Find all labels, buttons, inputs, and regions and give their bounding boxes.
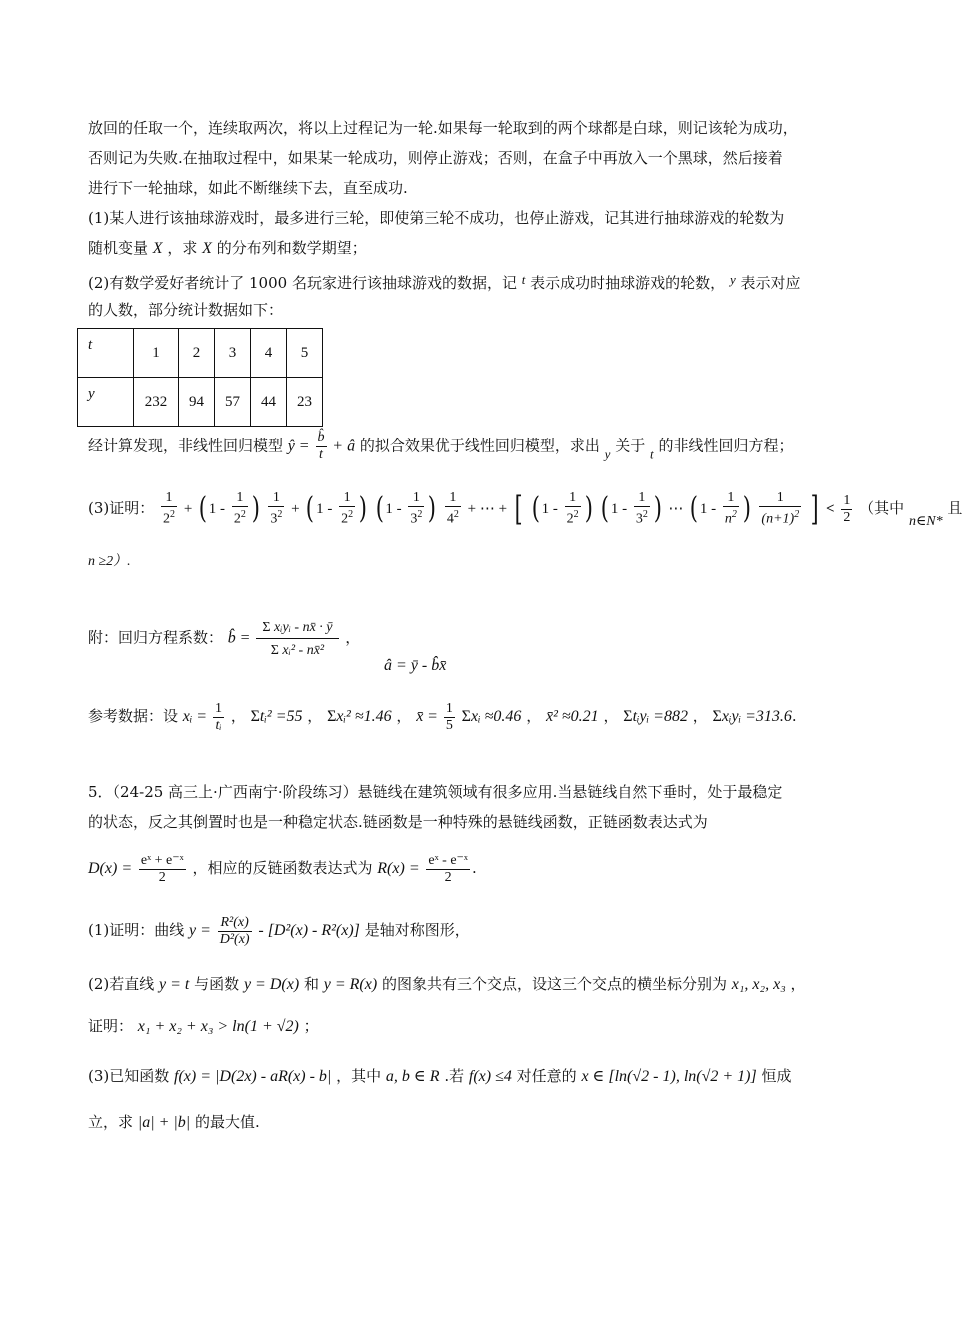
table-row bbox=[78, 378, 323, 427]
q5p2-line-2 bbox=[88, 1016, 319, 1037]
q5p2-c: 和 bbox=[303, 975, 319, 993]
appendix-line bbox=[88, 618, 360, 659]
paren: ( bbox=[198, 491, 208, 526]
q5p2-prove: 证明： bbox=[88, 1017, 134, 1035]
less-than: < bbox=[826, 501, 835, 517]
q5p3-line-2 bbox=[88, 1112, 260, 1133]
ref-eq-2: = bbox=[428, 708, 438, 725]
ref-sep: ， bbox=[396, 707, 412, 725]
q5-R-frac: $\frac{\text{eˣ - e⁻ˣ}}{2}$ bbox=[428, 852, 468, 885]
part1-line-1: (1)某人进行该抽球游戏时，最多进行三轮，即使第三轮不成功，也停止游戏，记其进行抽球游戏的轮数为 bbox=[88, 209, 785, 227]
appendix-bhat: b̂ bbox=[227, 629, 236, 647]
q5p2-ineq: x₁ + x₂ + x₃ > ln(1 + √2) bbox=[137, 1018, 299, 1035]
model-line bbox=[88, 430, 793, 465]
table-cell: 3 bbox=[215, 329, 251, 378]
ref-sep: ， bbox=[692, 707, 708, 725]
model-text-a: 经计算发现，非线性回归模型 bbox=[88, 436, 284, 455]
part3-line-2: n ≥2）. bbox=[88, 554, 131, 569]
part2-line-2: 的人数，部分统计数据如下： bbox=[88, 301, 284, 319]
part1-text-a: 随机变量 bbox=[88, 239, 149, 257]
model-plus: + bbox=[333, 437, 343, 455]
part2-text-a: (2)有数学爱好者统计了 1000 名玩家进行该抽球游戏的数据，记 bbox=[88, 274, 517, 292]
q5-mid: ，相应的反链函数表达式为 bbox=[192, 859, 373, 877]
table-header-t: t bbox=[78, 329, 134, 378]
q5p2-f1: y = D(x) bbox=[243, 976, 300, 993]
q5p2-a: (2)若直线 bbox=[88, 975, 155, 993]
term-frac: $\frac{1}{2^2}$ bbox=[233, 490, 246, 527]
ref-sep: ， bbox=[603, 707, 619, 725]
term-frac: $\frac{1}{3^2}$ bbox=[635, 490, 648, 527]
var-y: y bbox=[729, 272, 736, 287]
q5p1-line bbox=[88, 910, 470, 951]
term-frac: $\frac{1}{2^2}$ bbox=[566, 490, 579, 527]
appendix-label: 附：回归方程系数： bbox=[88, 628, 224, 647]
appendix-comma: ， bbox=[345, 628, 361, 647]
ref-s5: Σxᵢyᵢ =313.6 bbox=[712, 708, 792, 725]
q5-D-frac: $\frac{\text{eˣ + e⁻ˣ}}{2}$ bbox=[140, 852, 184, 885]
table-cell: 2 bbox=[179, 329, 215, 378]
model-eq: = bbox=[299, 437, 309, 455]
reference-label: 参考数据：设 bbox=[88, 707, 179, 725]
ref-sep: ， bbox=[230, 707, 246, 725]
model-ahat: â bbox=[347, 437, 356, 455]
plus-sign: + bbox=[183, 501, 193, 517]
table-cell: 4 bbox=[251, 329, 287, 378]
q5p2-xs: x₁, x₂, x₃ bbox=[731, 976, 786, 993]
q5p3-ab: a, b ∈ R bbox=[385, 1068, 440, 1085]
q5p1-label: (1)证明：曲线 bbox=[88, 921, 185, 939]
q5-line-1: 5．（24-25 高三上·广西南宁·阶段练习）悬链线在建筑领域有很多应用.当悬链线自然下垂时，处于最稳定 bbox=[88, 783, 783, 801]
q5p2-b: 与函数 bbox=[194, 975, 240, 993]
q5-D-lhs: D(x) = bbox=[88, 860, 133, 877]
half: $\frac{1}{2}$ bbox=[843, 492, 851, 525]
q5p3-c: .若 bbox=[444, 1067, 465, 1085]
table-cell: 44 bbox=[251, 378, 287, 427]
q5p2-d: 的图象共有三个交点，设这三个交点的横坐标分别为 bbox=[381, 975, 727, 993]
var-x-2: X bbox=[202, 240, 212, 257]
right-bracket: ] bbox=[810, 489, 819, 529]
q5p2-e: ， bbox=[790, 975, 806, 993]
q5-R-lhs: R(x) = bbox=[377, 860, 420, 877]
table-header-y: y bbox=[78, 378, 134, 427]
model-text-b: 的拟合效果优于线性回归模型，求出 bbox=[359, 436, 600, 455]
q5p3-d: 对任意的 bbox=[516, 1067, 577, 1085]
model-bhat: b̂ bbox=[317, 430, 325, 445]
ref-sep: ， bbox=[526, 707, 542, 725]
term-frac: $\frac{1}{3^2}$ bbox=[410, 490, 423, 527]
ref-xi: xᵢ bbox=[182, 708, 193, 725]
q5p2-line-eq: y = t bbox=[159, 976, 190, 993]
plus-sign: + bbox=[291, 501, 300, 517]
q5p1-frac: $\frac{\text{R²(x)}}{\text{D²(x)}}$ bbox=[219, 914, 250, 947]
ref-xbar2: x̄² ≈0.21 bbox=[545, 708, 599, 725]
b-numerator: Σ xᵢyᵢ - nx̄ · ȳ bbox=[256, 618, 338, 639]
table-cell: 94 bbox=[179, 378, 215, 427]
q5p3-a: (3)已知函数 bbox=[88, 1067, 170, 1085]
intro-line-3: 进行下一轮抽球，如此不断继续下去，直至成功. bbox=[88, 179, 408, 197]
var-t: t bbox=[521, 272, 526, 287]
q5p3-line2-b: 的最大值. bbox=[194, 1113, 260, 1131]
q5p3-e: 恒成 bbox=[761, 1067, 792, 1085]
part1-text-c: 的分布列和数学期望； bbox=[216, 239, 367, 257]
ref-s3: Σxᵢ ≈0.46 bbox=[461, 708, 522, 725]
ref-s1: Σtᵢ² =55 bbox=[250, 708, 303, 725]
table-cell: 232 bbox=[134, 378, 179, 427]
q5p3-f: f(x) = |D(2x) - aR(x) - b| bbox=[174, 1068, 332, 1085]
ref-fifth: $\frac{1}{5}$ bbox=[445, 700, 453, 733]
part2-text-b: 表示成功时抽球游戏的轮数， bbox=[530, 274, 726, 292]
term-1: $\frac{1}{2^2}$ bbox=[163, 490, 176, 527]
term-frac: $\frac{1}{(n+1)^2}$ bbox=[761, 490, 800, 527]
part3-tail-b: 且 bbox=[947, 499, 962, 517]
q5p2-f2: y = R(x) bbox=[323, 976, 378, 993]
ref-eq: = bbox=[197, 708, 207, 725]
part3-label: (3)证明： bbox=[88, 499, 155, 517]
q5p3-line-1 bbox=[88, 1066, 792, 1087]
cdots: ⋯ bbox=[668, 501, 684, 517]
table-cell: 57 bbox=[215, 378, 251, 427]
model-t2: t bbox=[650, 446, 654, 462]
ref-xbar: x̄ bbox=[416, 708, 424, 725]
q5-line-2: 的状态，反之其倒置时也是一种稳定状态.链函数是一种特殊的悬链线函数，正链函数表达式为 bbox=[88, 813, 708, 831]
q5p3-abs: |a| + |b| bbox=[137, 1114, 191, 1131]
part3-tail-a: （其中 bbox=[859, 499, 905, 517]
ref-frac: $\frac{1}{\text{tᵢ}}$ bbox=[215, 700, 223, 733]
data-table bbox=[77, 328, 323, 427]
q5p1-rest: - [D²(x) - R²(x)] bbox=[258, 922, 360, 939]
intro-line-1: 放回的任取一个，连续取两次，将以上过程记为一轮.如果每一轮取到的两个球都是白球，则记该轮为成功， bbox=[88, 119, 798, 137]
model-t: t bbox=[319, 447, 323, 462]
ref-s4: Σtᵢyᵢ =882 bbox=[623, 708, 688, 725]
part2-text-c: 表示对应 bbox=[740, 274, 801, 292]
q5-line-3 bbox=[88, 848, 477, 889]
table-cell: 1 bbox=[134, 329, 179, 378]
q5p1-tail: 是轴对称图形， bbox=[364, 921, 470, 939]
q5p3-line2-a: 立，求 bbox=[88, 1113, 134, 1131]
var-x: X bbox=[152, 240, 163, 257]
table-cell: 23 bbox=[287, 378, 323, 427]
reference-line bbox=[88, 700, 797, 734]
part3-line: (3)证明： $\frac{1}{2^2}$ + ( 1 - $\frac{1}{2^2}$ ) $\frac{1}{3^2}$ + ( 1 - $\frac{1}{2^2}$ ) ( 1 - $\frac{1}{3^2}$ ) $\frac{1}{4^2}$ + ⋯ + [ ( 1 - $\frac{1}{2^2}$ ) ( 1 - $\frac{1}{3^2}$ ) ⋯ ( 1 - $\frac{1}{n^2}$ ) $\frac{1}{(n+1)^2}$ ] < $\frac{1}{2}$ （其中 n∈N* 且 bbox=[88, 489, 962, 529]
term-frac: $\frac{1}{4^2}$ bbox=[446, 490, 459, 527]
model-text-c: 关于 bbox=[615, 436, 646, 455]
term-frac: $\frac{1}{n^2}$ bbox=[724, 490, 737, 527]
q5p2-line-1 bbox=[88, 974, 806, 995]
q5p2-semi: ； bbox=[303, 1017, 319, 1035]
table-cell: 5 bbox=[287, 329, 323, 378]
model-fraction bbox=[316, 430, 327, 463]
part2-line-1 bbox=[88, 270, 801, 293]
intro-line-2: 否则记为失败.在抽取过程中，如果某一轮成功，则停止游戏；否则，在盒子中再放入一个黑球，然后接着 bbox=[88, 149, 783, 167]
model-yhat: ŷ bbox=[287, 437, 295, 455]
left-bracket: [ bbox=[514, 489, 523, 529]
appendix-eq: = bbox=[240, 629, 250, 647]
q5p3-cond: f(x) ≤4 bbox=[468, 1068, 512, 1085]
table-row bbox=[78, 329, 323, 378]
part3-cond: n∈N* bbox=[908, 514, 943, 529]
part1-text-b: ，求 bbox=[167, 239, 198, 257]
q5p1-yeq: y = bbox=[189, 922, 211, 939]
term-frac: $\frac{1}{2^2}$ bbox=[341, 490, 354, 527]
q5-end: . bbox=[471, 859, 477, 877]
b-denominator: Σ xᵢ² - nx̄² bbox=[270, 643, 325, 658]
ref-s2: Σxᵢ² ≈1.46 bbox=[327, 708, 392, 725]
part1-line-2 bbox=[88, 238, 367, 259]
dots-plus: + ⋯ + bbox=[467, 501, 508, 517]
model-text-d: 的非线性回归方程； bbox=[658, 436, 794, 455]
a-formula: â = ȳ - b̂x̄ bbox=[384, 657, 447, 674]
b-formula bbox=[256, 618, 338, 659]
term-frac: $\frac{1}{3^2}$ bbox=[270, 490, 283, 527]
ref-sep: ， bbox=[307, 707, 323, 725]
q5p3-dom: x ∈ [ln(√2 - 1), ln(√2 + 1)] bbox=[581, 1068, 757, 1085]
q5p3-b: ，其中 bbox=[336, 1067, 382, 1085]
model-y: y bbox=[604, 446, 611, 462]
ref-end: . bbox=[791, 707, 797, 725]
